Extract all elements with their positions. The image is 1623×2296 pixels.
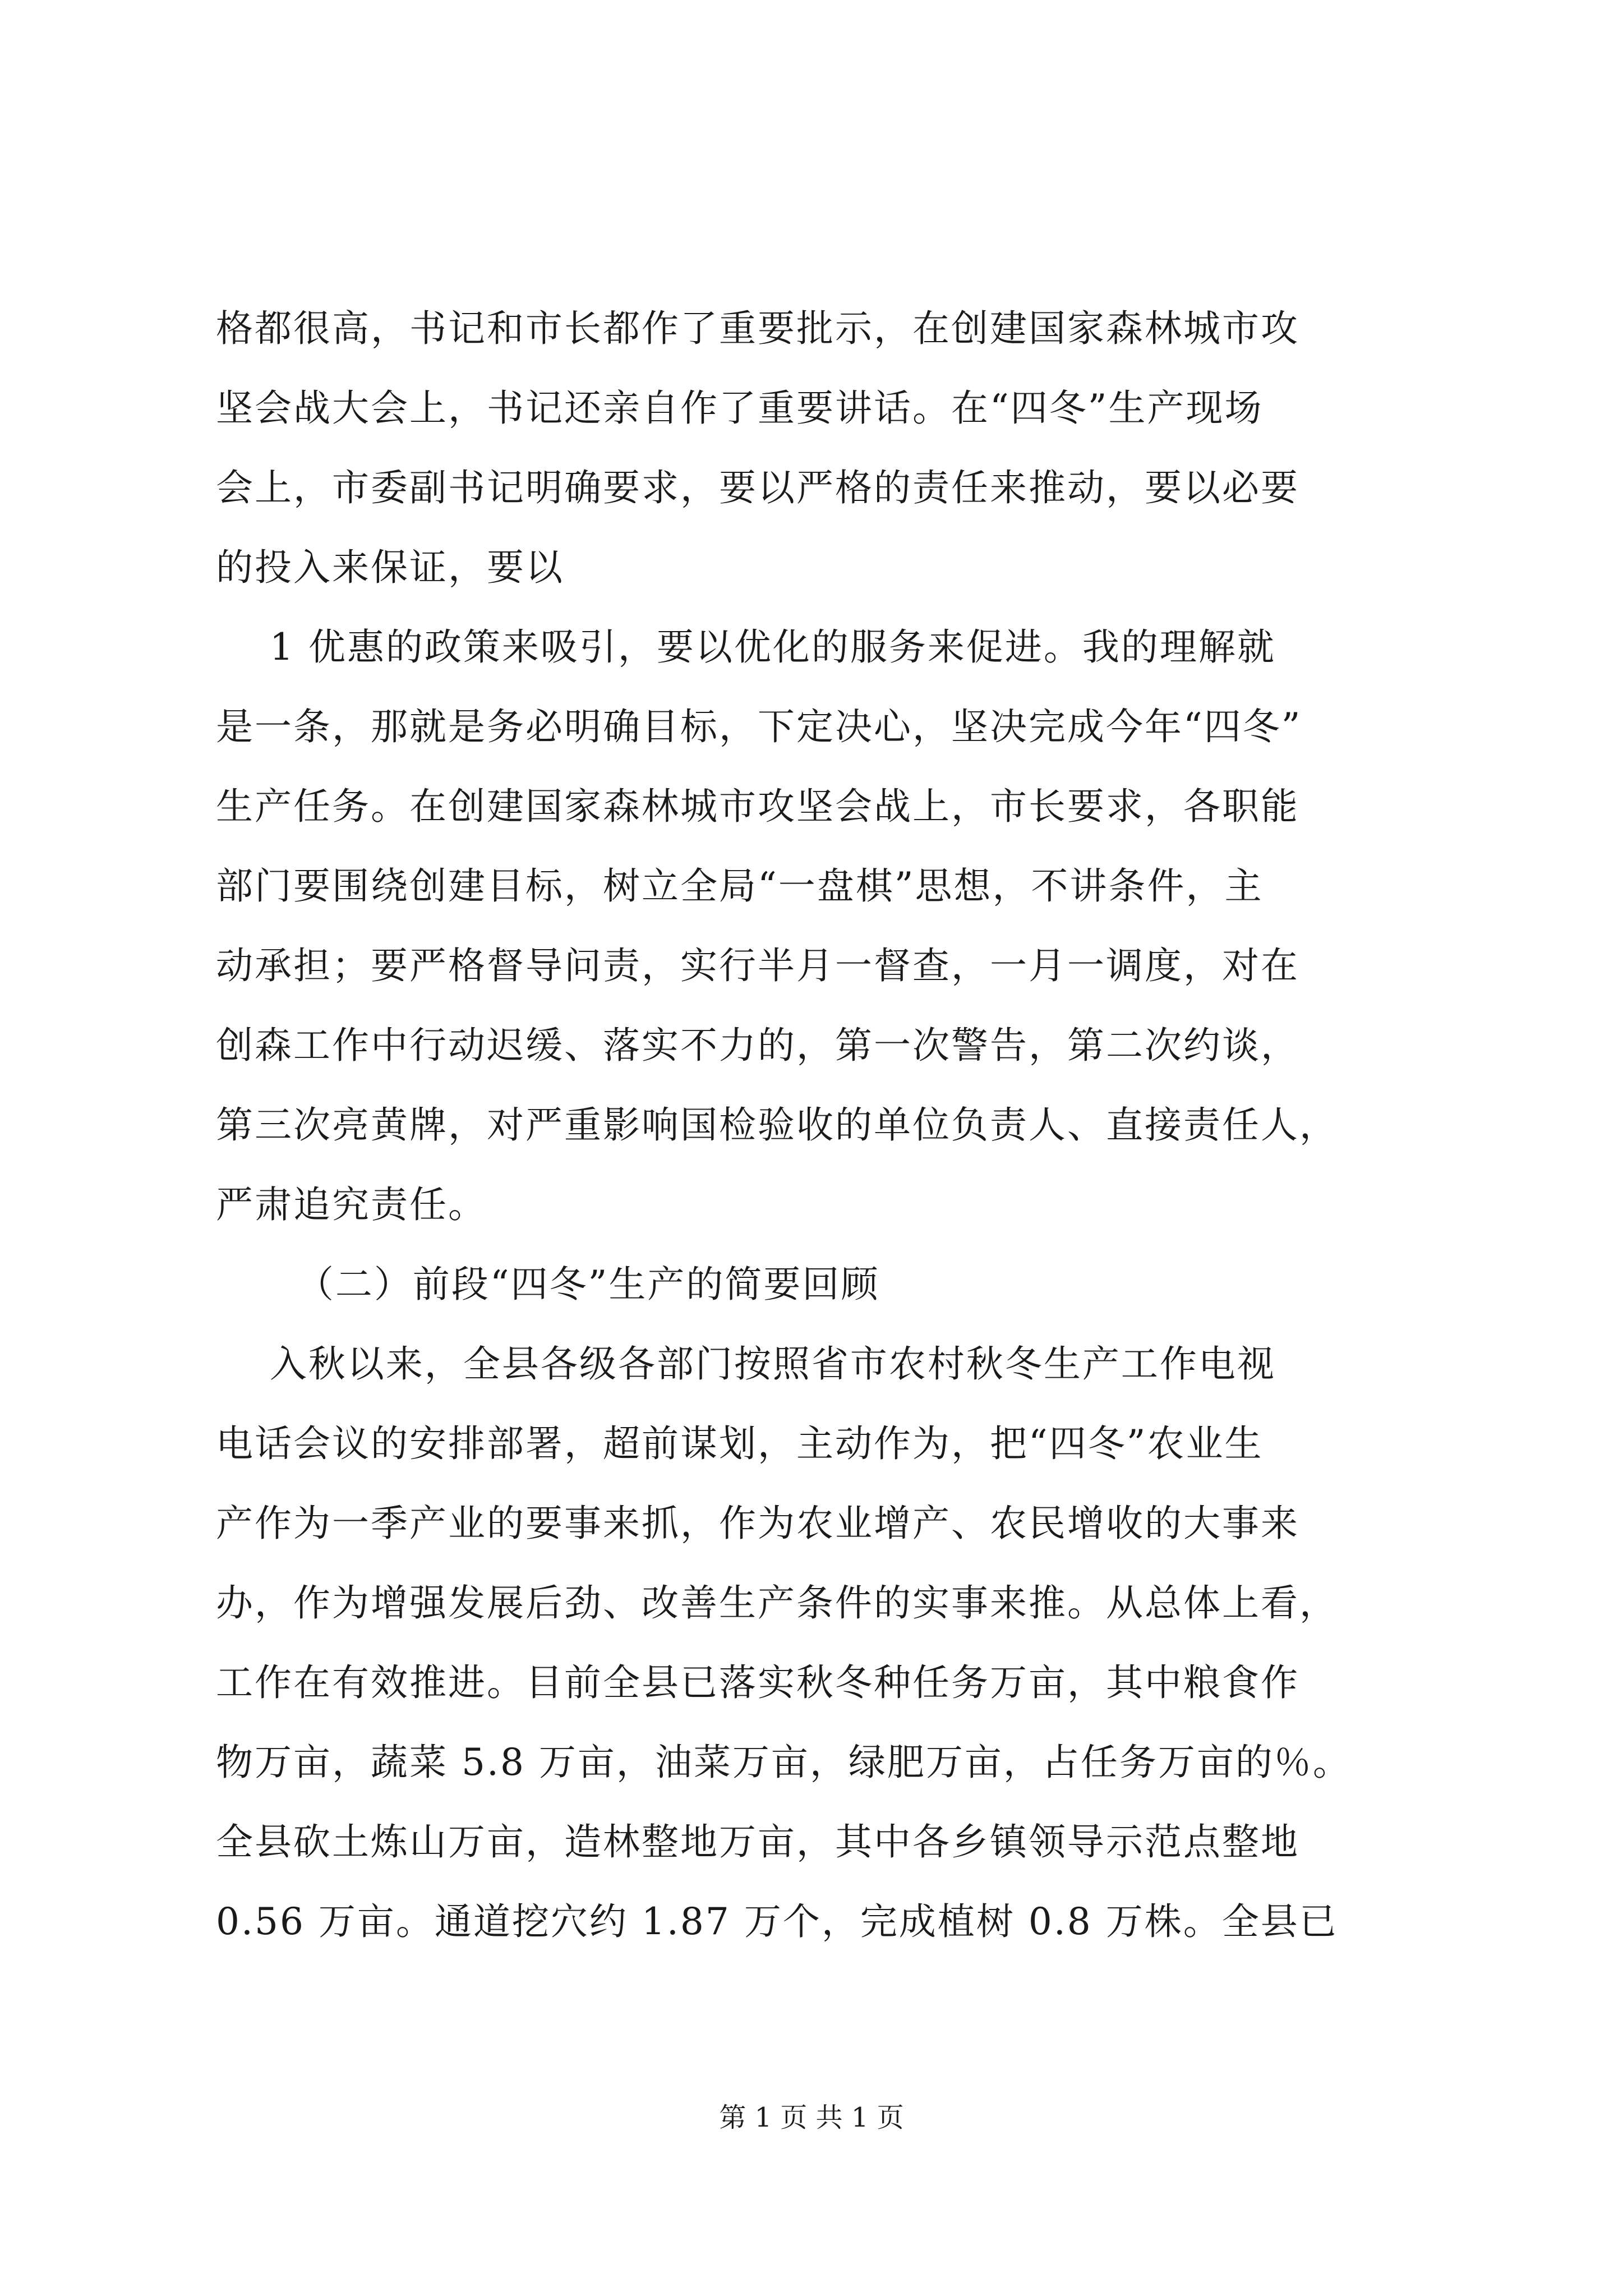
text-line: 生产任务。在创建国家森林城市攻坚会战上，市长要求，各职能 <box>216 785 1299 828</box>
text-line: 格都很高，书记和市长都作了重要批示，在创建国家森林城市攻 <box>216 307 1299 350</box>
text-line: 入秋以来，全县各级各部门按照省市农村秋冬生产工作电视 <box>216 1342 1276 1386</box>
text-line: 物万亩，蔬菜 5.8 万亩，油菜万亩，绿肥万亩，占任务万亩的％。 <box>216 1741 1352 1784</box>
text-line: 坚会战大会上，书记还亲自作了重要讲话。在“四冬”生产现场 <box>216 386 1264 430</box>
text-line: 办，作为增强发展后劲、改善生产条件的实事来推。从总体上看， <box>216 1581 1338 1625</box>
text-line: 严肃追究责任。 <box>216 1183 487 1226</box>
text-line: 的投入来保证，要以 <box>216 546 564 589</box>
text-line: 会上，市委副书记明确要求，要以严格的责任来推动，要以必要 <box>216 466 1299 509</box>
text-line: 电话会议的安排部署，超前谋划，主动作为，把“四冬”农业生 <box>216 1422 1264 1465</box>
text-line: 全县砍土炼山万亩，造林整地万亩，其中各乡镇领导示范点整地 <box>216 1820 1299 1864</box>
text-line: 工作在有效推进。目前全县已落实秋冬种任务万亩，其中粮食作 <box>216 1661 1299 1704</box>
body-text <box>216 289 1483 1962</box>
text-line: 第三次亮黄牌，对严重影响国检验收的单位负责人、直接责任人， <box>216 1103 1338 1147</box>
text-line: 创森工作中行动迟缓、落实不力的，第一次警告，第二次约谈， <box>216 1024 1299 1067</box>
text-line: 动承担；要严格督导问责，实行半月一督查，一月一调度，对在 <box>216 944 1299 987</box>
text-line: 是一条，那就是务必明确目标，下定决心，坚决完成今年“四冬” <box>216 705 1302 748</box>
section-heading: （二）前段“四冬”生产的简要回顾 <box>216 1263 880 1306</box>
text-line: 1 优惠的政策来吸引，要以优化的服务来促进。我的理解就 <box>216 625 1276 669</box>
page-footer <box>0 2098 1623 2137</box>
text-line: 0.56 万亩。通道挖穴约 1.87 万个，完成植树 0.8 万株。全县已 <box>216 1900 1338 1943</box>
text-line: 部门要围绕创建目标，树立全局“一盘棋”思想，不讲条件，主 <box>216 864 1264 908</box>
page-number-label: 第 1 页 共 1 页 <box>719 2102 904 2133</box>
text-line: 产作为一季产业的要事来抓，作为农业增产、农民增收的大事来 <box>216 1502 1299 1545</box>
